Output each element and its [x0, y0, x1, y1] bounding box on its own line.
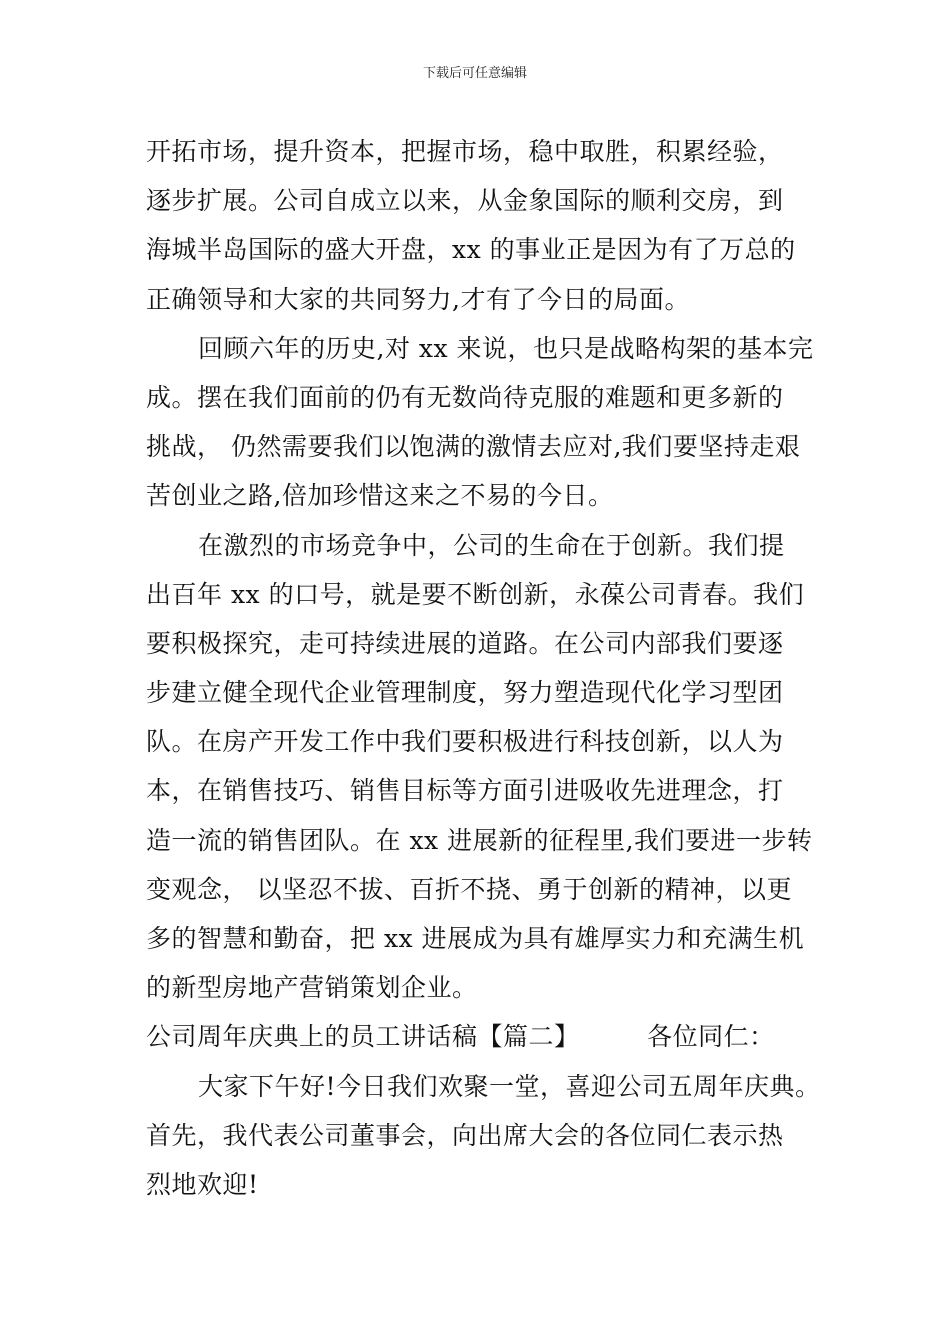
- text-line: 开拓市场，提升资本，把握市场，稳中取胜，积累经验，: [146, 137, 784, 166]
- document-body: [146, 127, 836, 1209]
- text-line: 的新型房地产营销策划企业。: [146, 973, 478, 1003]
- text-line: 苦创业之路,倍加珍惜这来之不易的今日。: [146, 481, 614, 511]
- text-line: 首先，我代表公司董事会，向出席大会的各位同仁表示热: [146, 1120, 784, 1150]
- text-line: 成。摆在我们面前的仍有无数尚待克服的难题和更多新的: [146, 382, 784, 412]
- text-line: 队。在房产开发工作中我们要积极进行科技创新，以人为: [146, 727, 784, 757]
- text-line: 烈地欢迎!: [146, 1169, 259, 1199]
- text-line: 海城半岛国际的盛大开盘，xx 的事业正是因为有了万总的: [146, 235, 796, 265]
- text-line: 步建立健全现代企业管理制度，努力塑造现代化学习型团: [146, 678, 784, 708]
- paragraph-first-line: 回顾六年的历史,对 xx 来说，也只是战略构架的基本完: [198, 333, 814, 363]
- text-line: 多的智慧和勤奋，把 xx 进展成为具有雄厚实力和充满生机: [146, 924, 805, 953]
- page-header-note: 下载后可任意编辑: [422, 66, 527, 81]
- text-line: 本，在销售技巧、销售目标等方面引进吸收先进理念，打: [146, 776, 784, 806]
- section-title-line: 公司周年庆典上的员工讲话稿【篇二】 各位同仁：: [146, 1022, 775, 1052]
- text-line: 出百年 xx 的口号，就是要不断创新，永葆公司青春。我们: [146, 579, 805, 609]
- text-line: 逐步扩展。公司自成立以来，从金象国际的顺利交房，到: [146, 186, 784, 216]
- paragraph-first-line: 在激烈的市场竞争中，公司的生命在于创新。我们提: [198, 530, 785, 560]
- paragraph-first-line: 大家下午好!今日我们欢聚一堂，喜迎公司五周年庆典。: [198, 1071, 821, 1101]
- text-line: 造一流的销售团队。在 xx 进展新的征程里,我们要进一步转: [146, 825, 813, 855]
- text-line: 变观念， 以坚忍不拔、百折不挠、勇于创新的精神，以更: [146, 874, 792, 904]
- text-line: 正确领导和大家的共同努力,才有了今日的局面。: [146, 284, 690, 314]
- text-line: 要积极探究，走可持续进展的道路。在公司内部我们要逐: [146, 628, 784, 658]
- text-line: 挑战， 仍然需要我们以饱满的激情去应对,我们要坚持走艰: [146, 432, 801, 462]
